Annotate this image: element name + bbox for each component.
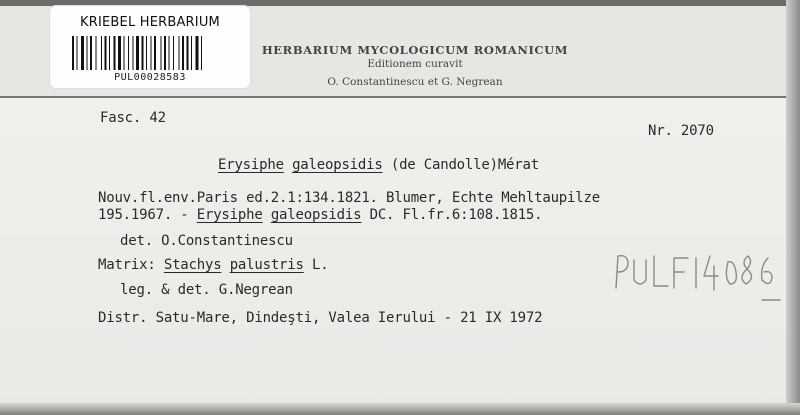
species-name (218, 157, 539, 173)
handwritten-accession-number (612, 248, 782, 308)
series-subtitle: Editionem curavit (367, 58, 463, 70)
matrix-authority: L. (303, 257, 329, 273)
reference-prefix: 195.1967. - (98, 207, 197, 223)
barcode-bar (101, 36, 102, 70)
barcode-bar (154, 36, 156, 70)
barcode-bar (133, 36, 134, 70)
exsiccata-number: Nr. 2070 (648, 123, 714, 139)
matrix-line (98, 257, 328, 273)
barcode-bar (164, 36, 166, 70)
barcode-bar (187, 36, 189, 70)
reference-epithet: galeopsidis (270, 207, 362, 223)
series-authors: O. Constantinescu et G. Negrean (327, 76, 503, 88)
barcode-bar (196, 36, 199, 70)
barcode-number: PUL00028583 (114, 72, 186, 83)
barcode-bar (191, 36, 192, 70)
barcode-bar (142, 36, 144, 70)
species-authority: (de Candolle)Mérat (390, 157, 539, 173)
barcode-bar (136, 36, 139, 70)
collector-line: leg. & det. G.Negrean (120, 282, 293, 298)
barcode-bar (90, 36, 92, 70)
barcode-bar (77, 36, 78, 70)
barcode-bar (81, 36, 84, 70)
barcode-bar (146, 36, 147, 70)
barcode-bar (179, 36, 180, 70)
species-genus: Erysiphe (218, 157, 284, 173)
barcode-bar (161, 36, 162, 70)
barcode-bar (201, 36, 202, 70)
barcode-bar (105, 36, 107, 70)
reference-suffix: DC. Fl.fr.6:108.1815. (361, 207, 543, 223)
species-epithet: galeopsidis (292, 157, 383, 173)
matrix-label: Matrix: (98, 257, 164, 273)
label-right-edge (786, 0, 800, 415)
barcode-bar (109, 36, 110, 70)
barcode-bar (151, 36, 152, 70)
barcode-label (50, 6, 250, 88)
herbarium-name: KRIEBEL HERBARIUM (80, 15, 220, 30)
reference-line-1: Nouv.fl.env.Paris ed.2.1:134.1821. Blumer, Echte Mehltaupilze (98, 190, 600, 206)
barcode-bar (124, 36, 125, 70)
series-title: HERBARIUM MYCOLOGICUM ROMANICUM (261, 43, 569, 57)
barcode-bar (87, 36, 88, 70)
determiner-line: det. O.Constantinescu (120, 233, 293, 249)
barcode-bar (173, 36, 174, 70)
label-bottom-edge (0, 403, 800, 415)
barcode-bar (128, 36, 129, 70)
fascicle-number: Fasc. 42 (100, 110, 166, 126)
barcode-icon (72, 36, 228, 70)
distribution-line: Distr. Satu-Mare, Dindeşti, Valea Ierului - 21 IX 1972 (98, 310, 543, 326)
barcode-bar (72, 36, 74, 70)
matrix-genus: Stachys (163, 257, 222, 273)
matrix-epithet: palustris (229, 257, 304, 273)
barcode-bar (182, 36, 184, 70)
barcode-bar (118, 36, 121, 70)
barcode-bar (169, 36, 170, 70)
reference-genus: Erysiphe (196, 207, 263, 223)
reference-line-2 (98, 207, 542, 223)
barcode-bar (114, 36, 116, 70)
barcode-bar (96, 36, 97, 70)
